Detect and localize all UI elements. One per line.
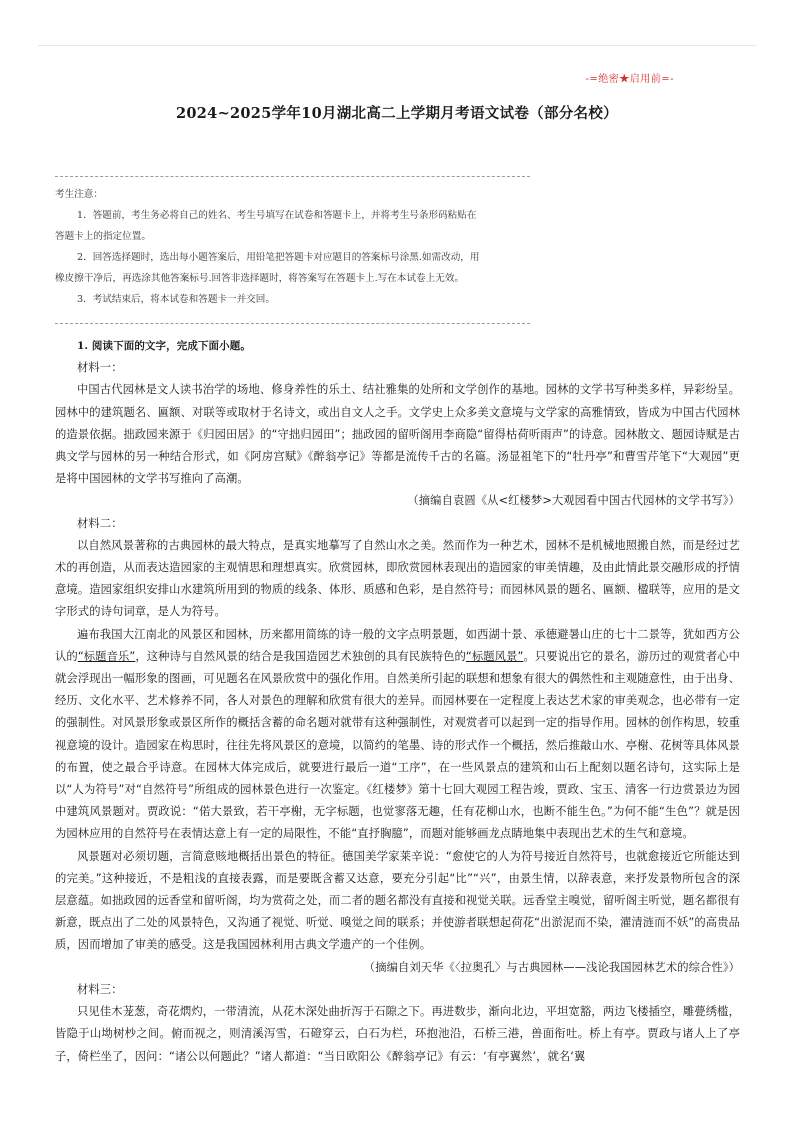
question-prompt: 1. 阅读下面的文字，完成下面小题。 <box>77 340 251 352</box>
secret-label: -=绝密★启用前=- <box>585 74 674 85</box>
p2-part-b: ，这种诗与自然风景的结合是我国造园艺术独创的具有民族特色的 <box>135 649 466 663</box>
material-1-label: 材料一： <box>77 361 123 375</box>
material-1-source: （摘编自袁圆《从<红楼梦>大观园看中国古代园林的文学书写》） <box>407 494 740 508</box>
p2-part-c: 。只要说出它的景名，游历过的观赏者心中就会浮现出一幅形象的图画，可见题名在风景欣赏中的强化作用。自然美所引起的联想和想象有很大的偶然性和主观随意性，由于出身、经历、文化水平、艺术修养不同，各人对景色的理解和欣赏有很大的差异。而园林要在一定程度上表达艺术家的审美观念，也必带有一定的强制性。对风景形象或景区所作的概括含蓄的命名题对就带有这种强制性，对观赏者可以起到一定的指导作用。园林的创作构思，较重视意境的设计。造园家在构思时，往往先将风景区的意境，以简约的笔墨、诗的形式作一个概括，然后推敲山水、亭榭、花树等具体风景的布置，使之最合乎诗意。在园林大体完成后，就要进行最后一道“工序”，在一些风景点的建筑和山石上配刻以题名诗句，这实际上是以“人为符号”对“自然符号”所组成的园林景色进行一次鉴定。《红楼梦》第十七回大观园工程告竣，贾政、宝玉、清客一行边赏景边为园中建筑风景题对。贾政说：“偌大景致，若干亭榭，无字标题，也觉寥落无趣，任有花柳山水，也断不能生色。”为何不能“生色”？就是因为园林应用的自然符号在表情达意上有一定的局限性，不能“直抒胸臆”，而题对能够画龙点睛地集中表现出艺术的生气和意境。 <box>55 649 741 841</box>
reading-section <box>55 335 740 1068</box>
material-2-label: 材料二： <box>77 516 123 530</box>
notice-item-2-cont: 橡皮擦干净后，再选涂其他答案标号.回答非选择题时，将答案写在答题卡上.写在本试卷上无效。 <box>55 273 465 284</box>
title-music-term: “标题音乐” <box>77 649 136 663</box>
notice-item-1-cont: 答题卡上的指定位置。 <box>55 231 151 242</box>
divider-bottom <box>55 323 530 324</box>
exam-notice <box>55 184 525 310</box>
notice-item-1: 1．答题前，考生务必将自己的姓名、考生号填写在试卷和答题卡上，并将考生号条形码粘贴在 <box>77 210 477 221</box>
material-2-paragraph-1: 以自然风景著称的古典园林的最大特点，是真实地摹写了自然山水之美。然而作为一种艺术，园林不是机械地照搬自然，而是经过艺术的再创造，从而表达造园家的主观情思和理想真实。欣赏园林，即欣赏园林表现出的造园家的审美情趣，及由此情此景交融形成的抒情意境。造园家组织安排山水建筑所用到的物质的线条、体形、质感和色彩，是自然符号；而园林风景的题名、匾额、楹联等，应用的是文字形式的诗句词章，是人为符号。 <box>55 538 740 619</box>
notice-heading: 考生注意： <box>55 189 103 200</box>
material-2-paragraph-2 <box>55 624 740 846</box>
material-1-text: 中国古代园林是文人读书治学的场地、修身养性的乐土、结社雅集的处所和文学创作的基地。园林的文学书写种类多样，异彩纷呈。园林中的建筑题名、匾额、对联等或取材于名诗文，或出自文人之手。文学史上众多美文意境与文学家的高雅情致，皆成为中国古代园林的造景依据。拙政园来源于《归园田居》的“守拙归园田”；拙政园的留听阁用李商隐“留得枯荷听雨声”的诗意。园林散文、题园诗赋是古典文学与园林的另一种结合形式，如《阿房宫赋》《醉翁亭记》等都是流传千古的名篇。汤显祖笔下的“牡丹亭”和曹雪芹笔下“大观园”更是将中国园林的文学书写推向了高潮。 <box>55 383 740 486</box>
material-3-label: 材料三： <box>77 982 123 996</box>
material-2-paragraph-3: 风景题对必须切题，言简意赅地概括出景色的特征。德国美学家莱辛说：“愈使它的人为符号接近自然符号，也就愈接近它所能达到的完美。”这种接近，不是粗浅的直接表露，而是要既含蓄又达意，要充分引起“比”“兴”，由景生情，以辞表意，来抒发景物所包含的深层意蕴。如拙政园的远香堂和留听阁，均为赏荷之处，而二者的题名都没有直接和视觉关联。远香堂主嗅觉，留听阁主听觉，题名都很有新意，既点出了二处的风景特色，又沟通了视觉、听觉、嗅觉之间的联系；并使游者联想起荷花“出淤泥而不染，濯清涟而不妖”的高贵品质，因而增加了审美的感受。这是我国园林利用古典文学遗产的一个佳例。 <box>55 849 740 952</box>
divider-top <box>55 176 530 177</box>
top-rule <box>38 45 756 46</box>
notice-item-2: 2．回答选择题时，选出每小题答案后，用铅笔把答题卡对应题目的答案标号涂黑.如需改动，用 <box>77 252 480 263</box>
title-scenery-term: “标题风景” <box>465 649 524 663</box>
p2-part-a: 遍布我国大江南北的风景区和园林，历来都用简练的诗一般的文字点明景题，如西湖十景、承德避暑山庄的七十二景等，犹如西方公认的 <box>55 627 740 663</box>
material-2-source: （摘编自刘天华《〈拉奥孔〉与古典园林——浅论我国园林艺术的综合性》） <box>363 960 740 974</box>
page-title: 2024~2025学年10月湖北高二上学期月考语文试卷（部分名校） <box>176 105 618 122</box>
notice-item-3: 3．考试结束后，将本试卷和答题卡一并交回。 <box>77 294 275 305</box>
material-3-text: 只见佳木茏葱，奇花熌灼，一带清流，从花木深处曲折泻于石隙之下。再进数步，渐向北边，平坦宽豁，两边飞楼插空，雕甍绣槛，皆隐于山坳树杪之间。俯而视之，则清溪泻雪，石磴穿云，白石为栏，环抱池沿，石桥三港，兽面衔吐。桥上有亭。贾政与诸人上了亭子，倚栏坐了，因问：“诸公以何题此？”诸人都道：“当日欧阳公《醉翁亭记》有云：‘有亭翼然’，就名‘翼 <box>55 1005 740 1063</box>
